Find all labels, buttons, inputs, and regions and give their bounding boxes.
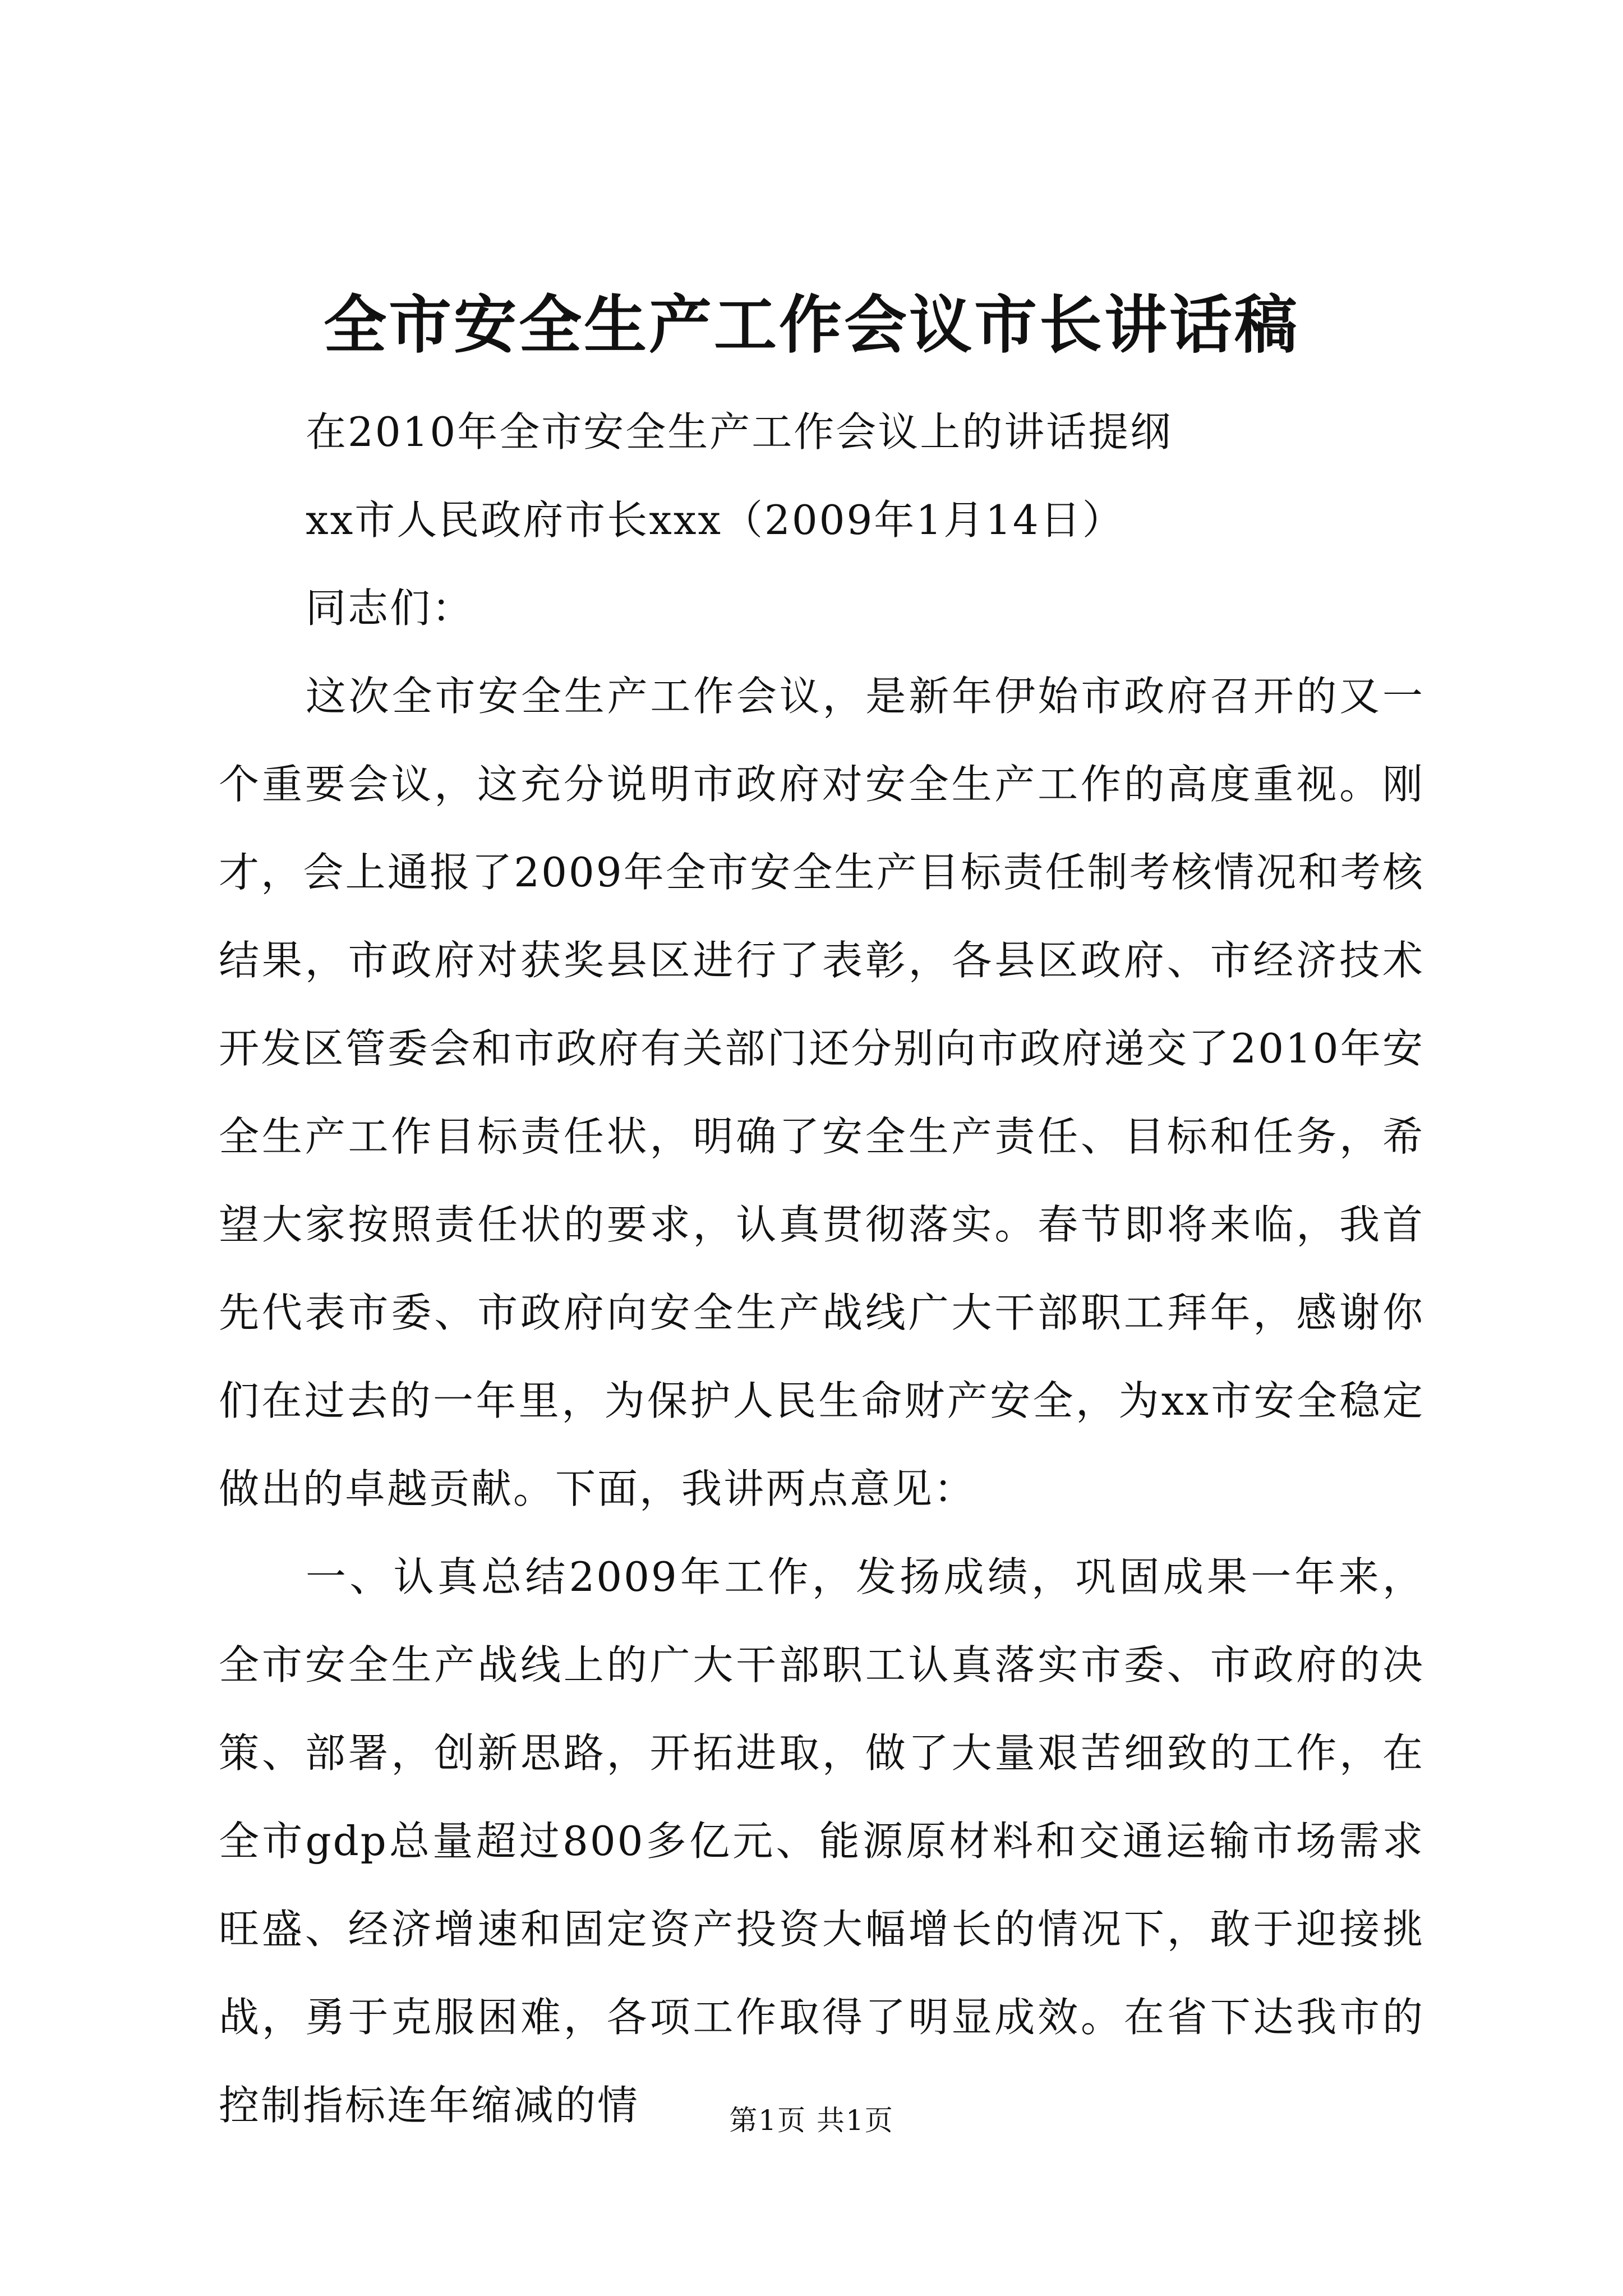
body-paragraph: 一、认真总结2009年工作，发扬成绩，巩固成果一年来，全市安全生产战线上的广大干部职工认真落实市委、市政府的决策、部署，创新思路，开拓进取，做了大量艰苦细致的工作，在全市gdp总量超过800多亿元、能源原材料和交通运输市场需求旺盛、经济增速和固定资产投资大幅增长的情况下，敢于迎接挑战，勇于克服困难，各项工作取得了明显成效。在省下达我市的控制指标连年缩减的情 bbox=[219, 1553, 1424, 2129]
document-body bbox=[219, 388, 1424, 2150]
body-paragraph: 这次全市安全生产工作会议，是新年伊始市政府召开的又一个重要会议，这充分说明市政府对安全生产工作的高度重视。刚才，会上通报了2009年全市安全生产目标责任制考核情况和考核结果，市政府对获奖县区进行了表彰，各县区政府、市经济技术开发区管委会和市政府有关部门还分别向市政府递交了2010年安全生产工作目标责任状，明确了安全生产责任、目标和任务，希望大家按照责任状的要求，认真贯彻落实。春节即将来临，我首先代表市委、市政府向安全生产战线广大干部职工拜年，感谢你们在过去的一年里，为保护人民生命财产安全，为xx市安全稳定做出的卓越贡献。下面，我讲两点意见： bbox=[219, 673, 1424, 1512]
salutation: 同志们： bbox=[306, 585, 474, 632]
page-number-footer: 第1页 共1页 bbox=[729, 2104, 894, 2137]
document-title: 全市安全生产工作会议市长讲话稿 bbox=[324, 288, 1299, 362]
speaker-line: xx市人民政府市长xxx（2009年1月14日） bbox=[306, 496, 1124, 544]
subtitle-line: 在2010年全市安全生产工作会议上的讲话提纲 bbox=[306, 408, 1173, 455]
